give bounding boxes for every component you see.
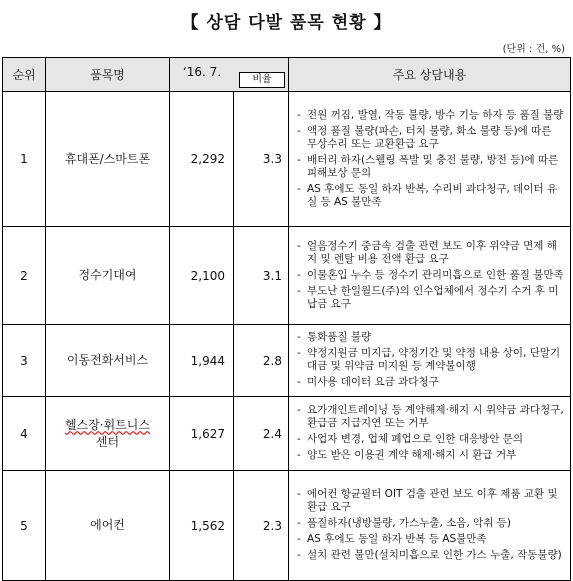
item-name-cell: 에어컨 xyxy=(46,471,170,581)
table-row xyxy=(3,471,571,581)
list-item: - 얼음정수기 중금속 검출 관련 보도 이후 위약금 면제 해지 및 렌탈 비용 전액 환급 요구 xyxy=(295,240,564,266)
list-item: - 이물혼입 누수 등 정수기 관리미흡으로 인한 품질 불만족 xyxy=(295,269,564,282)
list-item: - 설치 관련 불만(설치미흡으로 인한 가스 누출, 작동불량) xyxy=(295,549,564,562)
detail-cell xyxy=(289,397,571,471)
detail-cell xyxy=(289,325,571,397)
table-row xyxy=(3,397,571,471)
header-rank: 순위 xyxy=(3,58,46,92)
header-content: 주요 상담내용 xyxy=(289,58,571,92)
rank-cell: 2 xyxy=(3,227,46,325)
count-cell: 2,292 xyxy=(170,92,234,227)
list-item: - AS 후에도 동일 하자 반복, 수리비 과다청구, 데이터 유실 등 AS 불만족 xyxy=(295,183,564,209)
detail-cell xyxy=(289,92,571,227)
ratio-cell: 3.3 xyxy=(234,92,289,227)
table-header-row xyxy=(3,58,571,92)
list-item: - 부도난 한일월드(주)의 인수업체에서 정수기 수거 후 미납금 요구 xyxy=(295,285,564,311)
ratio-cell: 2.3 xyxy=(234,471,289,581)
list-item: - 배터리 하자(스웰링 폭발 및 충전 불량, 방전 등)에 따른 피해보상 문의 xyxy=(295,154,564,180)
detail-cell xyxy=(289,471,571,581)
count-cell: 1,562 xyxy=(170,471,234,581)
ratio-cell: 2.4 xyxy=(234,397,289,471)
header-period-group xyxy=(170,58,289,92)
item-name-cell xyxy=(46,397,170,471)
item-name-line1: 헬스장·휘트니스 xyxy=(65,417,150,432)
item-name-cell: 정수기대여 xyxy=(46,227,170,325)
table-row xyxy=(3,92,571,227)
rank-cell: 3 xyxy=(3,325,46,397)
count-cell: 1,944 xyxy=(170,325,234,397)
list-item: - 사업자 변경, 업체 폐업으로 인한 대응방안 문의 xyxy=(295,433,564,446)
rank-cell: 1 xyxy=(3,92,46,227)
list-item: - 에어컨 항균필터 OIT 검출 관련 보도 이후 제품 교환 및 환급 요구 xyxy=(295,488,564,514)
consultation-table xyxy=(2,57,571,581)
rank-cell: 5 xyxy=(3,471,46,581)
unit-note: (단위 : 건, %) xyxy=(502,44,565,55)
count-cell: 2,100 xyxy=(170,227,234,325)
ratio-cell: 3.1 xyxy=(234,227,289,325)
item-name-cell: 휴대폰/스마트폰 xyxy=(46,92,170,227)
header-item: 품목명 xyxy=(46,58,170,92)
table-row xyxy=(3,325,571,397)
table-row xyxy=(3,227,571,325)
list-item: - 요가개인트레이닝 등 계약해제·해지 시 위약금 과다청구, 환급금 지급지연 또는 거부 xyxy=(295,404,564,430)
list-item: - 미사용 데이터 요금 과다청구 xyxy=(295,376,564,389)
item-name-line2: 센터 xyxy=(95,434,120,449)
list-item: - AS 후에도 동일 하자 반복 등 AS불만족 xyxy=(295,533,564,546)
item-name-cell: 이동전화서비스 xyxy=(46,325,170,397)
header-ratio: 비율 xyxy=(239,72,285,88)
list-item: - 약정지원금 미지급, 약정기간 및 약정 내용 상이, 단말기 대금 및 위약금 미지원 등 계약불이행 xyxy=(295,347,564,373)
ratio-cell: 2.8 xyxy=(234,325,289,397)
list-item: - 통화품질 불량 xyxy=(295,331,564,344)
header-period: ‘16. 7. xyxy=(182,65,222,79)
list-item: - 양도 받은 이용권 계약 해제·해지 시 환급 거부 xyxy=(295,449,564,462)
list-item: - 품질하자(냉방불량, 가스누출, 소음, 악취 등) xyxy=(295,517,564,530)
count-cell: 1,627 xyxy=(170,397,234,471)
list-item: - 액정 품질 불량(파손, 터치 불량, 화소 불량 등)에 따른 무상수리 또는 교환환급 요구 xyxy=(295,125,564,151)
detail-cell xyxy=(289,227,571,325)
document-title: 【 상담 다발 품목 현황 】 xyxy=(181,13,392,33)
list-item: - 전원 꺼짐, 발열, 작동 불량, 방수 기능 하자 등 품질 불량 xyxy=(295,109,564,122)
rank-cell: 4 xyxy=(3,397,46,471)
